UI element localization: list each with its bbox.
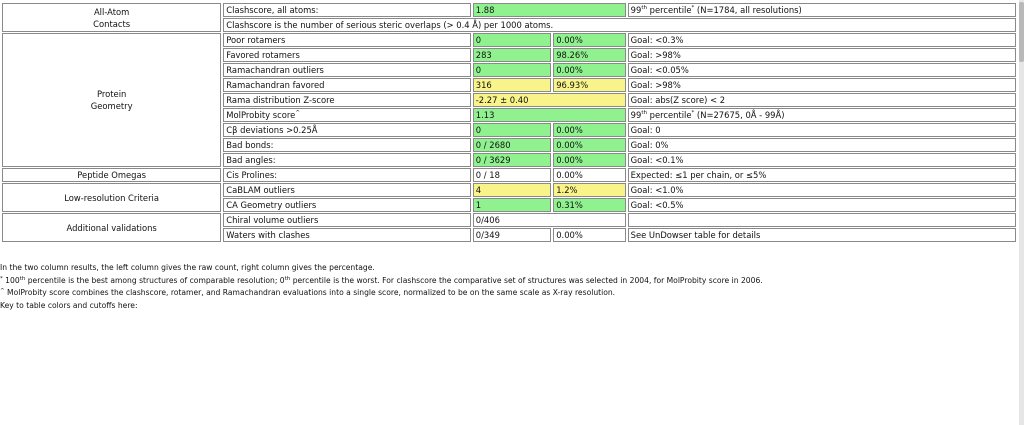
count-bad-angles: 0 / 3629 bbox=[473, 153, 551, 167]
goal-molprobity-score bbox=[628, 108, 1016, 122]
goal-rama-favored: Goal: >98% bbox=[628, 78, 1016, 92]
clashscore-description: Clashscore is the number of serious steric overlaps (> 0.4 Å) per 1000 atoms. bbox=[223, 18, 1016, 32]
row-label-waters-clashes: Waters with clashes bbox=[223, 228, 470, 242]
percent-cis-prolines: 0.00% bbox=[553, 168, 625, 182]
count-ca-geometry: 1 bbox=[473, 198, 551, 212]
count-cbeta-deviations: 0 bbox=[473, 123, 551, 137]
ordinal-suffix: th bbox=[641, 5, 647, 11]
footnote-percentile bbox=[0, 275, 763, 288]
footnote-marker: * bbox=[691, 5, 695, 11]
percent-favored-rotamers: 98.26% bbox=[553, 48, 625, 62]
value-rama-z-score: -2.27 ± 0.40 bbox=[473, 93, 626, 107]
row-label-ca-geometry: CA Geometry outliers bbox=[223, 198, 470, 212]
footnote-marker: * bbox=[691, 110, 695, 116]
row-label-bad-bonds: Bad bonds: bbox=[223, 138, 470, 152]
percentile-value: 99 bbox=[630, 110, 642, 120]
percentile-detail: (N=1784, all resolutions) bbox=[694, 5, 802, 15]
category-line: Contacts bbox=[93, 18, 131, 29]
category-line: Protein bbox=[96, 89, 127, 99]
goal-waters-clashes: See UnDowser table for details bbox=[628, 228, 1016, 242]
goal-bad-angles: Goal: <0.1% bbox=[628, 153, 1016, 167]
molprobity-summary-table bbox=[0, 2, 1018, 243]
goal-bad-bonds: Goal: 0% bbox=[628, 138, 1016, 152]
category-protein-geometry bbox=[2, 33, 221, 167]
percent-rama-favored: 96.93% bbox=[553, 78, 625, 92]
row-label-poor-rotamers: Poor rotamers bbox=[223, 33, 470, 47]
percent-bad-angles: 0.00% bbox=[553, 153, 625, 167]
count-rama-outliers: 0 bbox=[473, 63, 551, 77]
category-line: All-Atom bbox=[93, 6, 130, 17]
percentile-word: percentile bbox=[646, 110, 692, 120]
row-label-clashscore: Clashscore, all atoms: bbox=[223, 3, 470, 17]
footnote-marker: * bbox=[0, 275, 3, 282]
table-row bbox=[2, 33, 1016, 47]
footnote-color-key: Key to table colors and cutoffs here: bbox=[0, 300, 138, 310]
row-label-rama-favored: Ramachandran favored bbox=[223, 78, 470, 92]
footnote-text: 100 bbox=[2, 275, 20, 285]
count-chiral-volume: 0/406 bbox=[473, 213, 626, 227]
footnote-two-column: In the two column results, the left column gives the raw count, right column gives the percentage. bbox=[0, 263, 375, 272]
percent-rama-outliers: 0.00% bbox=[553, 63, 625, 77]
row-label-favored-rotamers: Favored rotamers bbox=[223, 48, 470, 62]
count-poor-rotamers: 0 bbox=[473, 33, 551, 47]
vertical-scrollbar[interactable] bbox=[1019, 0, 1024, 425]
scrollbar-thumb[interactable] bbox=[1019, 2, 1024, 62]
footnote-marker: ^ bbox=[295, 110, 300, 116]
footnote-marker: ^ bbox=[0, 288, 5, 294]
row-label-molprobity-score bbox=[223, 108, 470, 122]
row-label-chiral-volume: Chiral volume outliers bbox=[223, 213, 470, 227]
goal-cis-prolines: Expected: ≤1 per chain, or ≤5% bbox=[628, 168, 1016, 182]
percent-bad-bonds: 0.00% bbox=[553, 138, 625, 152]
count-bad-bonds: 0 / 2680 bbox=[473, 138, 551, 152]
row-label-cbeta-deviations: Cβ deviations >0.25Å bbox=[223, 123, 470, 137]
value-molprobity-score: 1.13 bbox=[473, 108, 626, 122]
ordinal-suffix: th bbox=[284, 275, 291, 282]
percent-cbeta-deviations: 0.00% bbox=[553, 123, 625, 137]
goal-cablam-outliers: Goal: <1.0% bbox=[628, 183, 1016, 197]
row-label-rama-outliers: Ramachandran outliers bbox=[223, 63, 470, 77]
percentile-value: 99 bbox=[630, 5, 642, 15]
goal-poor-rotamers: Goal: <0.3% bbox=[628, 33, 1016, 47]
category-additional-validations: Additional validations bbox=[2, 213, 221, 242]
category-low-resolution: Low-resolution Criteria bbox=[2, 183, 221, 212]
count-favored-rotamers: 283 bbox=[473, 48, 551, 62]
category-all-atom-contacts bbox=[2, 3, 221, 32]
category-line: Geometry bbox=[90, 101, 133, 111]
row-label-cis-prolines: Cis Prolines: bbox=[223, 168, 470, 182]
goal-cbeta-deviations: Goal: 0 bbox=[628, 123, 1016, 137]
footnote-text: MolProbity score combines the clashscore, rotamer, and Ramachandran evaluations into a single score, normalized to be on the same scale as X-ray resolution. bbox=[4, 288, 616, 297]
goal-rama-z-score: Goal: abs(Z score) < 2 bbox=[628, 93, 1016, 107]
count-cis-prolines: 0 / 18 bbox=[473, 168, 551, 182]
row-label-cablam-outliers: CaBLAM outliers bbox=[223, 183, 470, 197]
footnote-molprobity bbox=[0, 287, 763, 300]
table-row bbox=[2, 213, 1016, 227]
count-waters-clashes: 0/349 bbox=[473, 228, 551, 242]
label-text: MolProbity score bbox=[226, 110, 296, 120]
ordinal-suffix: th bbox=[19, 275, 26, 282]
footnote-text: percentile is the best among structures of comparable resolution; 0 bbox=[25, 275, 285, 285]
footnotes bbox=[0, 262, 763, 312]
row-label-bad-angles: Bad angles: bbox=[223, 153, 470, 167]
percent-waters-clashes: 0.00% bbox=[553, 228, 625, 242]
percent-poor-rotamers: 0.00% bbox=[553, 33, 625, 47]
goal-ca-geometry: Goal: <0.5% bbox=[628, 198, 1016, 212]
table-row bbox=[2, 168, 1016, 182]
goal-clashscore bbox=[628, 3, 1016, 17]
row-label-rama-z-score: Rama distribution Z-score bbox=[223, 93, 470, 107]
goal-favored-rotamers: Goal: >98% bbox=[628, 48, 1016, 62]
value-clashscore: 1.88 bbox=[473, 3, 626, 17]
percentile-detail: (N=27675, 0Å - 99Å) bbox=[694, 110, 785, 120]
goal-rama-outliers: Goal: <0.05% bbox=[628, 63, 1016, 77]
ordinal-suffix: th bbox=[641, 110, 647, 116]
percentile-word: percentile bbox=[646, 5, 692, 15]
count-rama-favored: 316 bbox=[473, 78, 551, 92]
percent-ca-geometry: 0.31% bbox=[553, 198, 625, 212]
percent-cablam-outliers: 1.2% bbox=[553, 183, 625, 197]
footnote-text: percentile is the worst. For clashscore the comparative set of structures was selected in 2004, for MolProbity score in 2006. bbox=[290, 275, 763, 285]
category-peptide-omegas: Peptide Omegas bbox=[2, 168, 221, 182]
count-cablam-outliers: 4 bbox=[473, 183, 551, 197]
table-row bbox=[2, 3, 1016, 17]
goal-chiral-volume bbox=[628, 213, 1016, 227]
table-row bbox=[2, 183, 1016, 197]
